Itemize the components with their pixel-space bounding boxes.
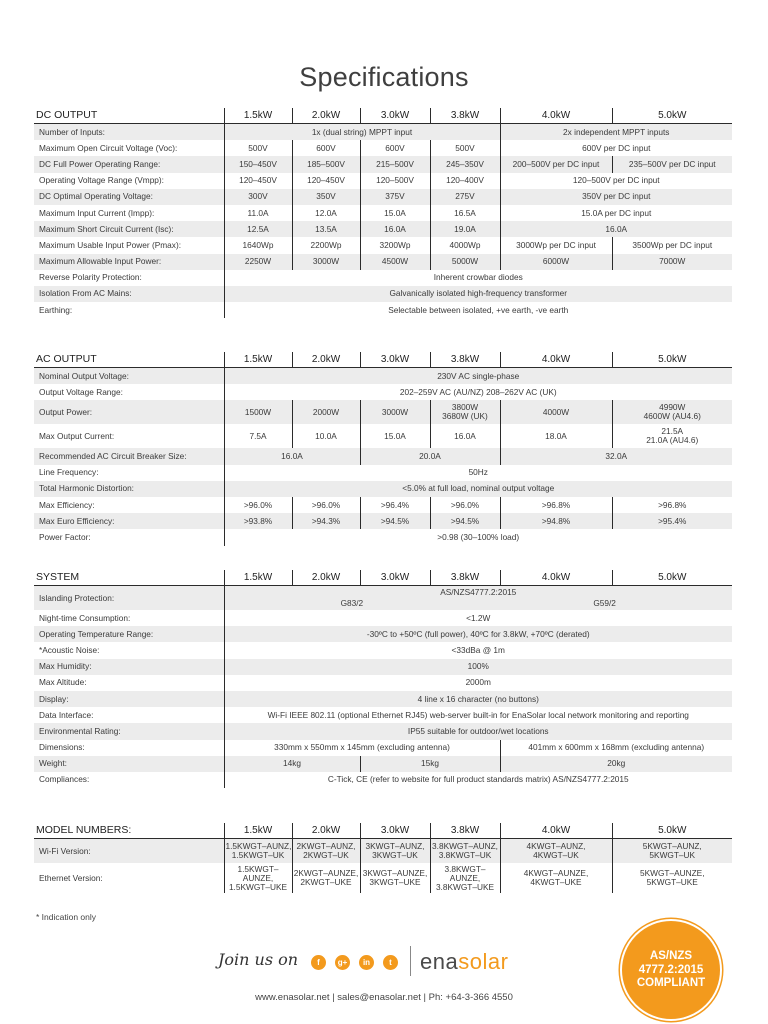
size-column-header: 5.0kW: [612, 108, 732, 124]
system-table: [34, 570, 732, 788]
spec-value: 120–400V: [430, 173, 500, 189]
spec-label: Recommended AC Circuit Breaker Size:: [34, 448, 224, 464]
footer-divider: [410, 946, 411, 976]
spec-value: 1640Wp: [224, 237, 292, 253]
spec-value: 11.0A: [224, 205, 292, 221]
spec-value: 275V: [430, 189, 500, 205]
spec-value: 16.0A: [224, 448, 360, 464]
spec-value: 3000W: [360, 400, 430, 424]
spec-value: [224, 586, 732, 611]
spec-value: >93.8%: [224, 513, 292, 529]
spec-value: 32.0A: [500, 448, 732, 464]
spec-value: <5.0% at full load, nominal output voltage: [224, 481, 732, 497]
spec-label: Dimensions:: [39, 742, 85, 753]
spec-value: 19.0A: [430, 221, 500, 237]
spec-row: [34, 465, 732, 481]
badge-line-3: COMPLIANT: [636, 977, 706, 989]
spec-value: 202–259V AC (AU/NZ) 208–262V AC (UK): [224, 384, 732, 400]
spec-value: >96.0%: [430, 497, 500, 513]
spec-row: [34, 254, 732, 270]
spec-value: 300V: [224, 189, 292, 205]
spec-value: 13.5A: [292, 221, 360, 237]
spec-value: 4KWGT–AUNZ, 4KWGT–UK: [500, 839, 612, 864]
spec-row: [34, 173, 732, 189]
spec-row: [34, 839, 732, 864]
spec-value: 21.5A 21.0A (AU4.6): [612, 424, 732, 448]
spec-value: 375V: [360, 189, 430, 205]
spec-value: 2x independent MPPT inputs: [500, 124, 732, 141]
spec-value: 14kg: [224, 756, 360, 772]
spec-row: [34, 140, 732, 156]
spec-value: 16.5A: [430, 205, 500, 221]
spec-value: 500V: [430, 140, 500, 156]
spec-value: 5KWGT–AUNZ, 5KWGT–UK: [612, 839, 732, 864]
spec-row: [34, 237, 732, 253]
size-column-header: 1.5kW: [224, 570, 292, 586]
spec-row: [34, 529, 732, 545]
spec-value: 2KWGT–AUNZE, 2KWGT–UKE: [292, 863, 360, 893]
spec-row: [34, 424, 732, 448]
spec-label: Display:: [34, 691, 224, 707]
section-heading: SYSTEM: [34, 570, 224, 586]
spec-label: Max Output Current:: [39, 430, 115, 441]
spec-value: 2000W: [292, 400, 360, 424]
spec-row: [34, 189, 732, 205]
section-header-row: [34, 108, 732, 124]
size-column-header: 3.0kW: [360, 823, 430, 839]
spec-row: [34, 368, 732, 385]
spec-label: Maximum Short Circuit Current (Isc):: [34, 221, 224, 237]
size-column-header: 3.0kW: [360, 352, 430, 368]
spec-value: 350V: [292, 189, 360, 205]
spec-value: 401mm x 600mm x 168mm (excluding antenna): [500, 740, 732, 756]
spec-value: 235–500V per DC input: [612, 156, 732, 172]
size-column-header: 5.0kW: [612, 570, 732, 586]
spec-row: [34, 675, 732, 691]
spec-value: 15.0A: [360, 424, 430, 448]
size-column-header: 3.8kW: [430, 823, 500, 839]
spec-value: 3800W 3680W (UK): [430, 400, 500, 424]
spec-value-main: AS/NZS4777.2:2015: [440, 587, 517, 597]
spec-value: 15kg: [360, 756, 500, 772]
spec-value: 3000Wp per DC input: [500, 237, 612, 253]
spec-value: >96.0%: [292, 497, 360, 513]
size-column-header: 3.0kW: [360, 108, 430, 124]
spec-row: [34, 756, 732, 772]
spec-value: 3KWGT–AUNZE, 3KWGT–UKE: [360, 863, 430, 893]
spec-row: [34, 448, 732, 464]
spec-label: Weight:: [34, 756, 224, 772]
spec-value: 6000W: [500, 254, 612, 270]
spec-label: Wi-Fi Version:: [34, 839, 224, 864]
section-heading: MODEL NUMBERS:: [34, 823, 224, 839]
size-column-header: 2.0kW: [292, 108, 360, 124]
spec-value: 10.0A: [292, 424, 360, 448]
size-column-header: 1.5kW: [224, 352, 292, 368]
spec-value: 1.5KWGT–AUNZ, 1.5KWGT–UK: [224, 839, 292, 864]
spec-label: Data Interface:: [39, 709, 94, 720]
spec-row: [34, 221, 732, 237]
spec-row: [34, 286, 732, 302]
spec-value: 4500W: [360, 254, 430, 270]
linkedin-icon[interactable]: in: [359, 955, 374, 970]
spec-label: Night-time Consumption:: [39, 612, 131, 623]
size-column-header: 2.0kW: [292, 352, 360, 368]
spec-label: Nominal Output Voltage:: [34, 368, 224, 385]
spec-value: 215–500V: [360, 156, 430, 172]
spec-label: Operating Voltage Range (Vmpp):: [39, 175, 164, 186]
size-column-header: 4.0kW: [500, 108, 612, 124]
size-column-header: 3.8kW: [430, 570, 500, 586]
spec-row: [34, 384, 732, 400]
spec-row: [34, 723, 732, 739]
spec-label: DC Full Power Operating Range:: [34, 156, 224, 172]
spec-value: <33dBa @ 1m: [224, 642, 732, 658]
spec-label: Maximum Allowable Input Power:: [34, 254, 224, 270]
spec-label: Islanding Protection:: [34, 586, 224, 611]
spec-value: 18.0A: [500, 424, 612, 448]
spec-value: 600V: [360, 140, 430, 156]
size-column-header: 2.0kW: [292, 570, 360, 586]
facebook-icon[interactable]: f: [311, 955, 326, 970]
compliance-badge: [620, 919, 722, 1021]
spec-value: IP55 suitable for outdoor/wet locations: [224, 723, 732, 739]
size-column-header: 3.8kW: [430, 352, 500, 368]
spec-value: Galvanically isolated high-frequency transformer: [224, 286, 732, 302]
size-column-header: 4.0kW: [500, 823, 612, 839]
section-heading: AC OUTPUT: [34, 352, 224, 368]
spec-row: [34, 740, 732, 756]
spec-row: [34, 586, 732, 611]
spec-row: [34, 302, 732, 318]
spec-row: [34, 400, 732, 424]
spec-value: 2000m: [224, 675, 732, 691]
spec-row: [34, 863, 732, 893]
spec-value: >96.8%: [500, 497, 612, 513]
spec-value: Wi-Fi IEEE 802.11 (optional Ethernet RJ45) web-server built-in for EnaSolar local network monitoring and reporting: [224, 707, 732, 723]
spec-value: 16.0A: [500, 221, 732, 237]
join-us-text: Join us on: [218, 950, 299, 969]
spec-value: 3000W: [292, 254, 360, 270]
spec-label: Operating Temperature Range:: [34, 626, 224, 642]
spec-row: [34, 124, 732, 141]
spec-value: 15.0A per DC input: [500, 205, 732, 221]
spec-value: 7.5A: [224, 424, 292, 448]
ac-output-table: [34, 352, 732, 546]
page-title: Specifications: [299, 62, 469, 92]
spec-value: 150–450V: [224, 156, 292, 172]
spec-row: [34, 772, 732, 788]
spec-label: DC Optimal Operating Voltage:: [34, 189, 224, 205]
spec-value-sub: G59/2: [593, 598, 616, 608]
section-header-row: [34, 570, 732, 586]
spec-value: 185–500V: [292, 156, 360, 172]
spec-value: 600V: [292, 140, 360, 156]
spec-row: [34, 205, 732, 221]
spec-value: -30ºC to +50ºC (full power), 40ºC for 3.8kW, +70ºC (derated): [224, 626, 732, 642]
spec-value: 4000W: [500, 400, 612, 424]
model-numbers-table: [34, 823, 732, 893]
spec-value: >94.8%: [500, 513, 612, 529]
spec-value: 16.0A: [430, 424, 500, 448]
spec-value: 5000W: [430, 254, 500, 270]
spec-value: 100%: [224, 659, 732, 675]
size-column-header: 3.0kW: [360, 570, 430, 586]
spec-label: Maximum Open Circuit Voltage (Voc):: [39, 142, 178, 153]
spec-value: 200–500V per DC input: [500, 156, 612, 172]
spec-value: 3KWGT–AUNZ, 3KWGT–UK: [360, 839, 430, 864]
spec-label: *Acoustic Noise:: [39, 644, 100, 655]
spec-value: >94.3%: [292, 513, 360, 529]
spec-value: >96.0%: [224, 497, 292, 513]
spec-value: 120–450V: [292, 173, 360, 189]
spec-value: Selectable between isolated, +ve earth, -ve earth: [224, 302, 732, 318]
section-header-row: [34, 352, 732, 368]
spec-label: Environmental Rating:: [34, 723, 224, 739]
spec-value: 3.8KWGT–AUNZ, 3.8KWGT–UK: [430, 839, 500, 864]
size-column-header: 1.5kW: [224, 108, 292, 124]
spec-value: 20kg: [500, 756, 732, 772]
spec-label: Reverse Polarity Protection:: [39, 272, 142, 283]
spec-value: 12.5A: [224, 221, 292, 237]
badge-line-2: 4777.2:2015: [638, 963, 704, 976]
spec-value: >95.4%: [612, 513, 732, 529]
spec-value: 600V per DC input: [500, 140, 732, 156]
spec-label: Number of Inputs:: [34, 124, 224, 141]
spec-value: 120–500V per DC input: [500, 173, 732, 189]
spec-value: >94.5%: [430, 513, 500, 529]
footnote: * Indication only: [36, 912, 97, 922]
size-column-header: 2.0kW: [292, 823, 360, 839]
spec-value: 3.8KWGT– AUNZE, 3.8KWGT–UKE: [430, 863, 500, 893]
spec-value: 5KWGT–AUNZE, 5KWGT–UKE: [612, 863, 732, 893]
spec-row: [34, 481, 732, 497]
spec-value: 350V per DC input: [500, 189, 732, 205]
spec-value: 2KWGT–AUNZ, 2KWGT–UK: [292, 839, 360, 864]
size-column-header: 4.0kW: [500, 570, 612, 586]
spec-value: 120–450V: [224, 173, 292, 189]
spec-value: 4990W 4600W (AU4.6): [612, 400, 732, 424]
spec-value: 1x (dual string) MPPT input: [224, 124, 500, 141]
spec-row: [34, 513, 732, 529]
spec-label: Earthing:: [39, 304, 73, 315]
spec-row: [34, 156, 732, 172]
spec-row: [34, 642, 732, 658]
spec-value: 500V: [224, 140, 292, 156]
spec-value: 20.0A: [360, 448, 500, 464]
spec-value: 16.0A: [360, 221, 430, 237]
enasolar-logo: [420, 949, 508, 975]
spec-value: 330mm x 550mm x 145mm (excluding antenna): [224, 740, 500, 756]
spec-row: [34, 659, 732, 675]
spec-row: [34, 610, 732, 626]
spec-label: Line Frequency:: [39, 467, 99, 478]
spec-label: Max Euro Efficiency:: [34, 513, 224, 529]
dc-output-table: [34, 108, 732, 318]
spec-label: Compliances:: [39, 774, 90, 785]
spec-label: Max Efficiency:: [39, 499, 95, 510]
spec-row: [34, 270, 732, 286]
contact-info: www.enasolar.net | sales@enasolar.net | Ph: +64-3-366 4550: [255, 992, 513, 1003]
spec-value: >96.8%: [612, 497, 732, 513]
spec-value: 1.5KWGT– AUNZE, 1.5KWGT–UKE: [224, 863, 292, 893]
logo-solar-text: solar: [458, 949, 509, 974]
spec-label: Max Humidity:: [34, 659, 224, 675]
spec-label: Output Voltage Range:: [39, 386, 123, 397]
spec-value: Inherent crowbar diodes: [224, 270, 732, 286]
spec-value: 120–500V: [360, 173, 430, 189]
spec-row: [34, 691, 732, 707]
section-heading: DC OUTPUT: [34, 108, 224, 124]
spec-value: C-Tick, CE (refer to website for full product standards matrix) AS/NZS4777.2:2015: [224, 772, 732, 788]
badge-line-1: AS/NZS: [649, 950, 693, 962]
spec-label: Isolation From AC Mains:: [34, 286, 224, 302]
spec-value: 4 line x 16 character (no buttons): [224, 691, 732, 707]
size-column-header: 5.0kW: [612, 823, 732, 839]
spec-label: Total Harmonic Distortion:: [34, 481, 224, 497]
spec-value: 230V AC single-phase: [224, 368, 732, 385]
spec-value: 4000Wp: [430, 237, 500, 253]
section-header-row: [34, 823, 732, 839]
size-column-header: 3.8kW: [430, 108, 500, 124]
spec-value: >96.4%: [360, 497, 430, 513]
spec-label: Output Power:: [34, 400, 224, 424]
spec-value: <1.2W: [224, 610, 732, 626]
spec-row: [34, 497, 732, 513]
spec-value: >0.98 (30–100% load): [224, 529, 732, 545]
spec-value: 50Hz: [224, 465, 732, 481]
spec-row: [34, 626, 732, 642]
size-column-header: 5.0kW: [612, 352, 732, 368]
spec-value: 3500Wp per DC input: [612, 237, 732, 253]
size-column-header: 4.0kW: [500, 352, 612, 368]
spec-value: 1500W: [224, 400, 292, 424]
spec-label: Ethernet Version:: [39, 872, 103, 883]
spec-value: 15.0A: [360, 205, 430, 221]
google-plus-icon[interactable]: g+: [335, 955, 350, 970]
spec-value: 4KWGT–AUNZE, 4KWGT–UKE: [500, 863, 612, 893]
spec-value: 245–350V: [430, 156, 500, 172]
spec-value-sub: G83/2: [340, 598, 364, 608]
spec-value: 2200Wp: [292, 237, 360, 253]
size-column-header: 1.5kW: [224, 823, 292, 839]
logo-ena-text: ena: [420, 949, 459, 974]
spec-row: [34, 707, 732, 723]
spec-label: Power Factor:: [39, 531, 91, 542]
twitter-icon[interactable]: t: [383, 955, 398, 970]
spec-value: 2250W: [224, 254, 292, 270]
spec-value: 7000W: [612, 254, 732, 270]
spec-value: >94.5%: [360, 513, 430, 529]
spec-value: 12.0A: [292, 205, 360, 221]
spec-label: Max Altitude:: [39, 677, 87, 688]
spec-label: Maximum Input Current (Impp):: [39, 207, 155, 218]
spec-value: 3200Wp: [360, 237, 430, 253]
spec-label: Maximum Usable Input Power (Pmax):: [39, 239, 182, 250]
